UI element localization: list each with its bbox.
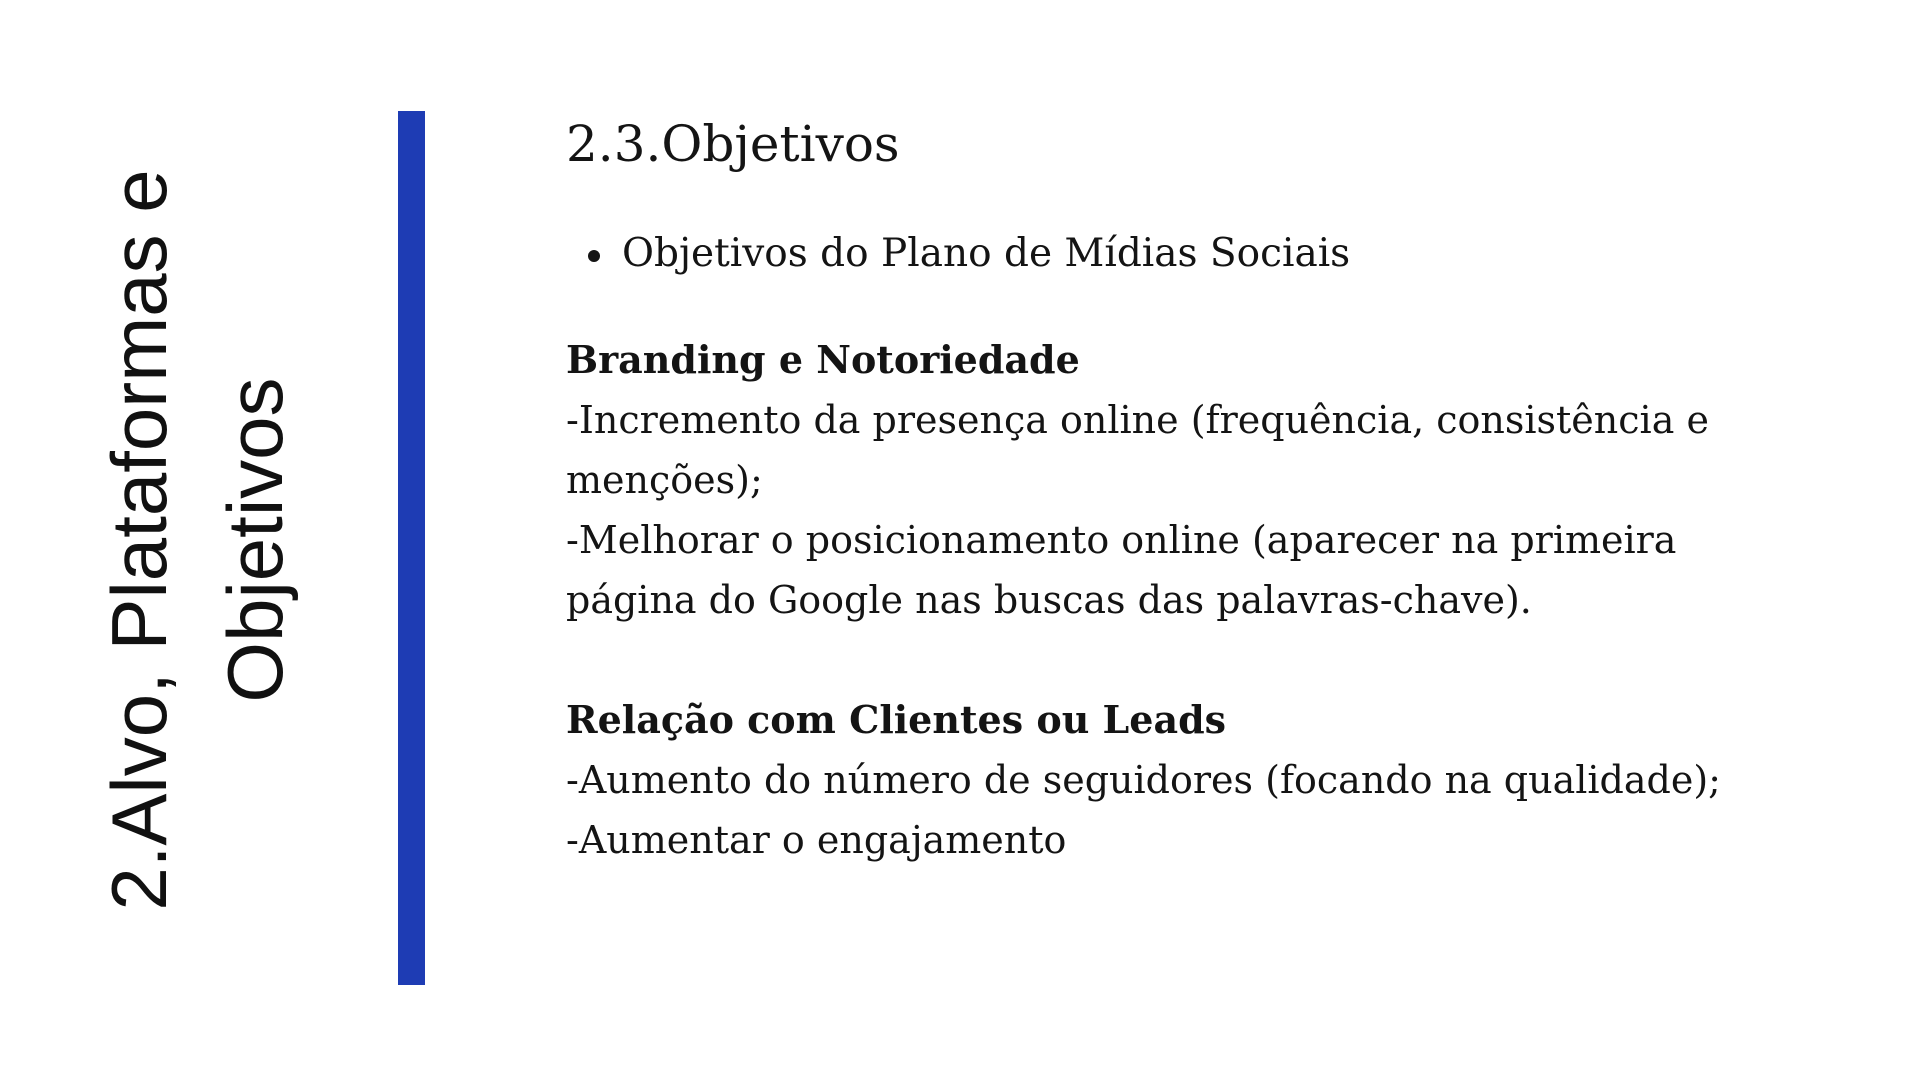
- bullet-dot-icon: [588, 250, 600, 262]
- block-line: -Aumento do número de seguidores (focando na qualidade);: [566, 758, 1721, 802]
- section-title: 2.3.Objetivos: [566, 115, 900, 173]
- bullet-text: Objetivos do Plano de Mídias Sociais: [622, 231, 1351, 276]
- block-heading: Branding e Notoriedade: [566, 337, 1080, 382]
- bullet-item: [566, 226, 1866, 282]
- block-relacao-clientes: [566, 690, 1866, 870]
- side-title: 2.Alvo, Plataformas e Objetivos: [95, 169, 299, 911]
- block-line: -Aumentar o engajamento: [566, 818, 1067, 862]
- block-line: -Incremento da presença online (frequência, consistência e: [566, 398, 1709, 442]
- block-line: página do Google nas buscas das palavras-chave).: [566, 578, 1532, 622]
- accent-bar: [398, 111, 425, 985]
- content-area: [566, 108, 1866, 870]
- block-line: menções);: [566, 458, 763, 502]
- bullet-list: [566, 226, 1866, 282]
- block-line: -Melhorar o posicionamento online (aparecer na primeira: [566, 518, 1677, 562]
- block-heading: Relação com Clientes ou Leads: [566, 697, 1227, 742]
- block-branding: [566, 330, 1866, 630]
